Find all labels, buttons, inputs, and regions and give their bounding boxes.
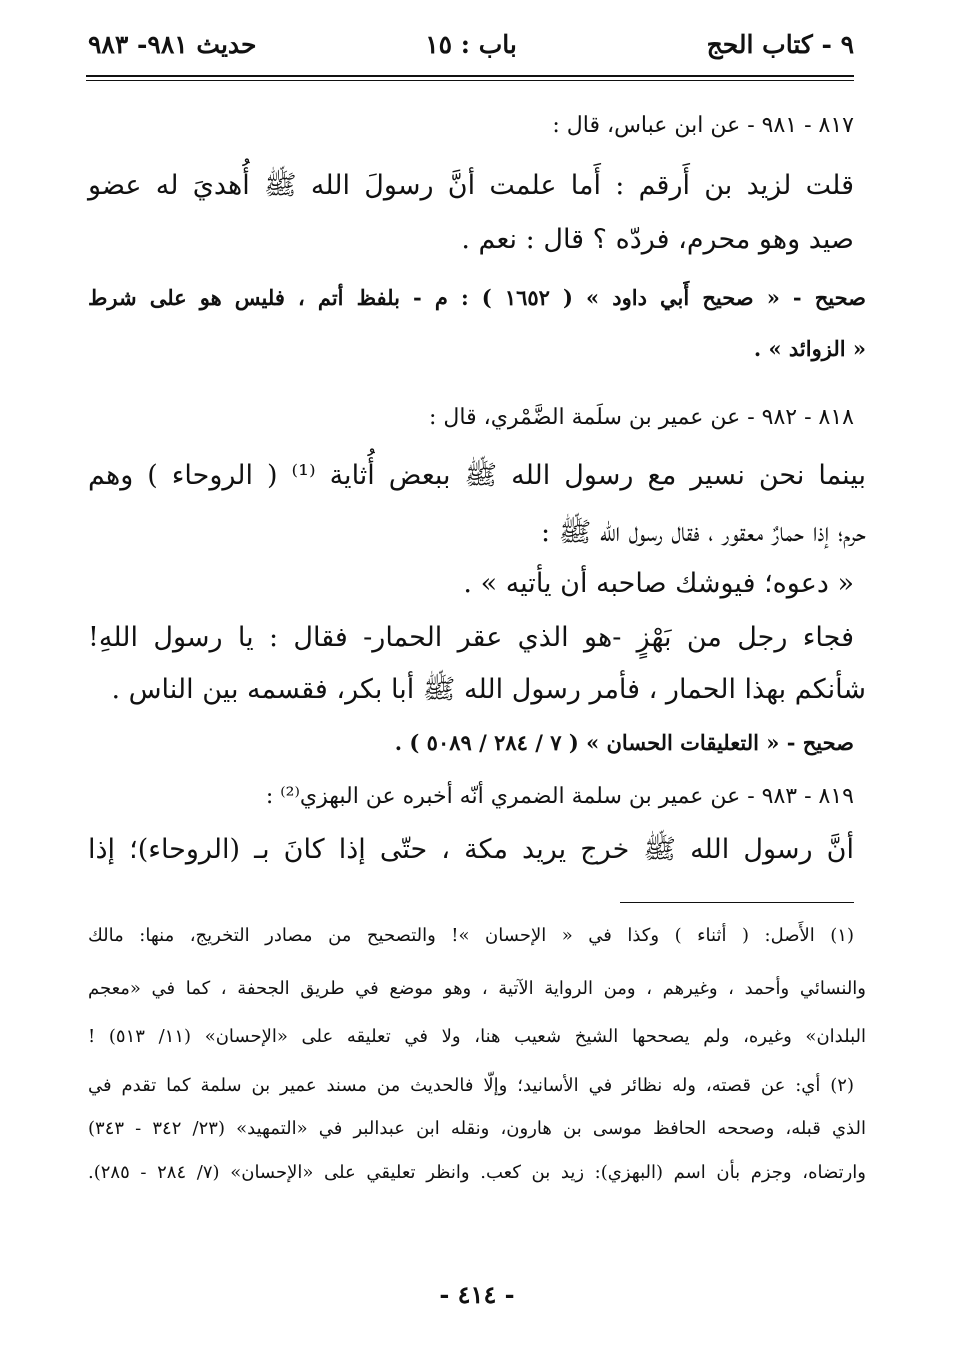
hadith-817-source: صحيح - « صحيح أَبي داود » ( ١٦٥٢ ) : م - بلفظ أتم ، فليس هو على شرط: [88, 285, 866, 310]
hadith-817-text-line: صيد وهو محرم، فردّه ؟ قال : نعم .: [461, 224, 854, 255]
hadith-819-text-line: أنَّ رسول الله ﷺ خرج يريد مكة ، حتّى إذا كانَ بـ (الروحاء)؛ إذا: [88, 834, 854, 865]
footnote-1-line: (١) الأَصل: ( أثناء ) وكذا في « الإحسان »! والتصحيح من مصادر التخريج، منها: مالك: [88, 925, 854, 946]
footnote-1-line: والنسائي وأحمد ، وغيرهم ، ومن الرواية الآتية ، وهو موضع في طريق الجحفة ، كما في «معجم: [88, 978, 866, 999]
hadith-818-text-line: فجاء رجل من بَهْزٍ -هو الذي عقر الحمار- فقال : يا رسول اللهِ!: [88, 622, 854, 653]
header-hadith-range: حديث ٩٨١- ٩٨٣: [88, 30, 257, 59]
hadith-817-source-cont: « الزوائد » .: [753, 336, 866, 361]
footnote-separator: [620, 902, 854, 903]
footnote-1-line: البلدان» وغيره، ولم يصححها الشيخ شعيب هنا، ولا في تعليقه على «الإحسان» (١١/ ٥١٣) !: [88, 1026, 866, 1047]
footnote-2-line: وارتضاه، وجزم بأن اسم (البهزي): زيد بن كعب. وانظر تعليقي على «الإحسان» (٧/ ٢٨٤ - ٢٨٥).: [88, 1162, 866, 1183]
hadith-817-text-line: قلت لزيد بن أَرقم : أَما علمت أنَّ رسولَ الله ﷺ أُهديَ له عضو: [88, 170, 854, 201]
header-book-title: ٩ - كتاب الحج: [706, 30, 854, 59]
header-rule-thick: [86, 75, 854, 77]
hadith-819-heading: ٨١٩ - ٩٨٣ - عن عمير بن سلمة الضمري أنّه أخبره عن البهزي⁽²⁾ :: [265, 784, 854, 809]
hadith-818-quote: « دعوه؛ فيوشك صاحبه أن يأتيه » .: [463, 568, 854, 599]
running-header: [88, 30, 854, 64]
header-rule-thin: [86, 80, 854, 81]
hadith-817-heading: ٨١٧ - ٩٨١ - عن ابن عباس، قال :: [552, 113, 854, 138]
footnote-2-line: الذي قبله، وصححه الحافظ موسى بن هارون، ونقله ابن عبدالبر في «التمهيد» (٢٣/ ٣٤٢ - ٣٤٣): [88, 1118, 866, 1139]
hadith-818-text-line: شأنكم بهذا الحمار ، فأمر رسول الله ﷺ أبا بكر، فقسمه بين الناس .: [111, 674, 866, 705]
page-number: - ٤١٤ -: [439, 1280, 515, 1309]
hadith-818-text-line: حرم؛ إذا حمارٌ معقور ، فقال رسول الله ﷺ :: [541, 517, 866, 548]
hadith-818-heading: ٨١٨ - ٩٨٢ - عن عمير بن سلَمة الضَّمْري، قال :: [429, 405, 854, 430]
header-chapter: باب : ١٥: [425, 30, 517, 59]
hadith-818-text-line: بينما نحن نسير مع رسول الله ﷺ ببعض أُثاية ⁽¹⁾ ( الروحاء ) وهم: [88, 460, 866, 491]
hadith-818-source: صحيح - « التعليقات الحسان » ( ٧ / ٢٨٤ / ٥٠٨٩ ) .: [394, 730, 854, 755]
footnote-2-line: (٢) أي: عن قصته، وله نظائر في الأسانيد؛ وإلّا فالحديث من مسند عمير بن سلمة كما تقدم في: [88, 1075, 854, 1096]
